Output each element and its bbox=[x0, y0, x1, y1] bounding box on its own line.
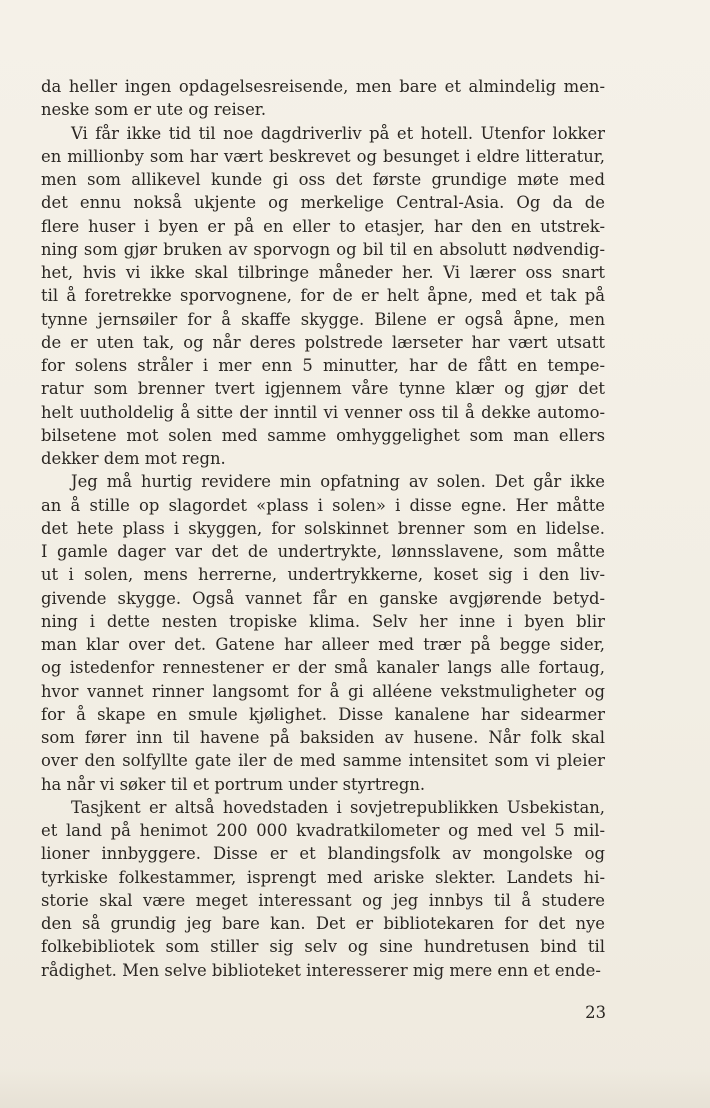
text-line: Tasjkent er altså hovedstaden i sovjetrepublikken Usbekistan, bbox=[71, 797, 605, 817]
paragraph bbox=[41, 796, 605, 982]
text-line: men som allikevel kunde gi oss det første grundige møte med bbox=[41, 170, 605, 189]
text-line: I gamle dager var det de undertrykte, lønnsslavene, som måtte bbox=[41, 542, 605, 561]
text-line: folkebibliotek som stiller sig selv og sine hundretusen bind til bbox=[41, 937, 605, 957]
text-line: ut i solen, mens herrerne, undertrykkerne, koset sig i den liv- bbox=[41, 565, 605, 585]
paragraph bbox=[41, 75, 605, 122]
text-line: hvor vannet rinner langsomt for å gi alléene vekstmuligheter og bbox=[41, 681, 605, 701]
text-line: storie skal være meget interessant og jeg innbys til å studere bbox=[41, 890, 605, 910]
text-line: an å stille op slagordet «plass i solen» i disse egne. Her måtte bbox=[41, 495, 605, 515]
page-number: 23 bbox=[585, 1003, 606, 1022]
text-line: givende skygge. Også vannet får en ganske avgjørende betyd- bbox=[41, 588, 605, 608]
text-line: det ennu nokså ukjente og merkelige Central-Asia. Og da de bbox=[41, 193, 605, 213]
text-line: da heller ingen opdagelsesreisende, men bare et almindelig men- bbox=[41, 77, 605, 96]
body-text bbox=[41, 75, 605, 982]
text-line: ning som gjør bruken av sporvogn og bil til en absolutt nødvendig- bbox=[41, 239, 605, 259]
text-line: de er uten tak, og når deres polstrede lærseter har vært utsatt bbox=[41, 332, 605, 352]
text-line: ha når vi søker til et portrum under styrtregn. bbox=[41, 774, 426, 794]
text-line: tyrkiske folkestammer, isprengt med ariske slekter. Landets hi- bbox=[41, 867, 605, 887]
text-line: et land på henimot 200 000 kvadratkilometer og med vel 5 mil- bbox=[41, 821, 605, 840]
text-line: flere huser i byen er på en eller to etasjer, har den en utstrek- bbox=[41, 216, 605, 236]
text-line: ning i dette nesten tropiske klima. Selv her inne i byen blir bbox=[41, 611, 605, 631]
text-line: het, hvis vi ikke skal tilbringe måneder her. Vi lærer oss snart bbox=[41, 263, 605, 282]
text-line: neske som er ute og reiser. bbox=[41, 100, 267, 120]
text-line: Vi får ikke tid til noe dagdriverliv på et hotell. Utenfor lokker bbox=[71, 123, 605, 143]
paragraph bbox=[41, 122, 605, 471]
text-line: Jeg må hurtig revidere min opfatning av solen. Det går ikke bbox=[71, 472, 605, 492]
text-line: det hete plass i skyggen, for solskinnet brenner som en lidelse. bbox=[41, 518, 605, 538]
text-line: tynne jernsøiler for å skaffe skygge. Bilene er også åpne, men bbox=[41, 309, 605, 329]
text-line: over den solfyllte gate iler de med samme intensitet som vi pleier bbox=[41, 751, 605, 771]
text-line: som fører inn til havene på baksiden av husene. Når folk skal bbox=[41, 728, 605, 747]
text-line: rådighet. Men selve biblioteket interesserer mig mere enn et ende- bbox=[41, 960, 601, 980]
text-line: man klar over det. Gatene har alleer med trær på begge sider, bbox=[41, 635, 605, 654]
text-line: den så grundig jeg bare kan. Det er bibliotekaren for det nye bbox=[41, 914, 605, 933]
page-bottom-shade bbox=[0, 1068, 710, 1108]
text-line: for solens stråler i mer enn 5 minutter, har de fått en tempe- bbox=[41, 356, 605, 375]
text-line: til å foretrekke sporvognene, for de er helt åpne, med et tak på bbox=[41, 286, 605, 306]
text-line: for å skape en smule kjølighet. Disse kanalene har sidearmer bbox=[41, 704, 605, 724]
text-line: en millionby som har vært beskrevet og besunget i eldre litteratur, bbox=[41, 146, 605, 166]
text-line: lioner innbyggere. Disse er et blandingsfolk av mongolske og bbox=[41, 844, 605, 864]
text-line: og istedenfor rennestener er der små kanaler langs alle fortaug, bbox=[41, 658, 605, 678]
text-line: dekker dem mot regn. bbox=[41, 449, 226, 468]
paragraph bbox=[41, 470, 605, 796]
text-line: bilsetene mot solen med samme omhyggelighet som man ellers bbox=[41, 425, 605, 445]
text-line: helt uutholdelig å sitte der inntil vi venner oss til å dekke automo- bbox=[41, 402, 605, 422]
text-line: ratur som brenner tvert igjennem våre tynne klær og gjør det bbox=[41, 379, 605, 399]
